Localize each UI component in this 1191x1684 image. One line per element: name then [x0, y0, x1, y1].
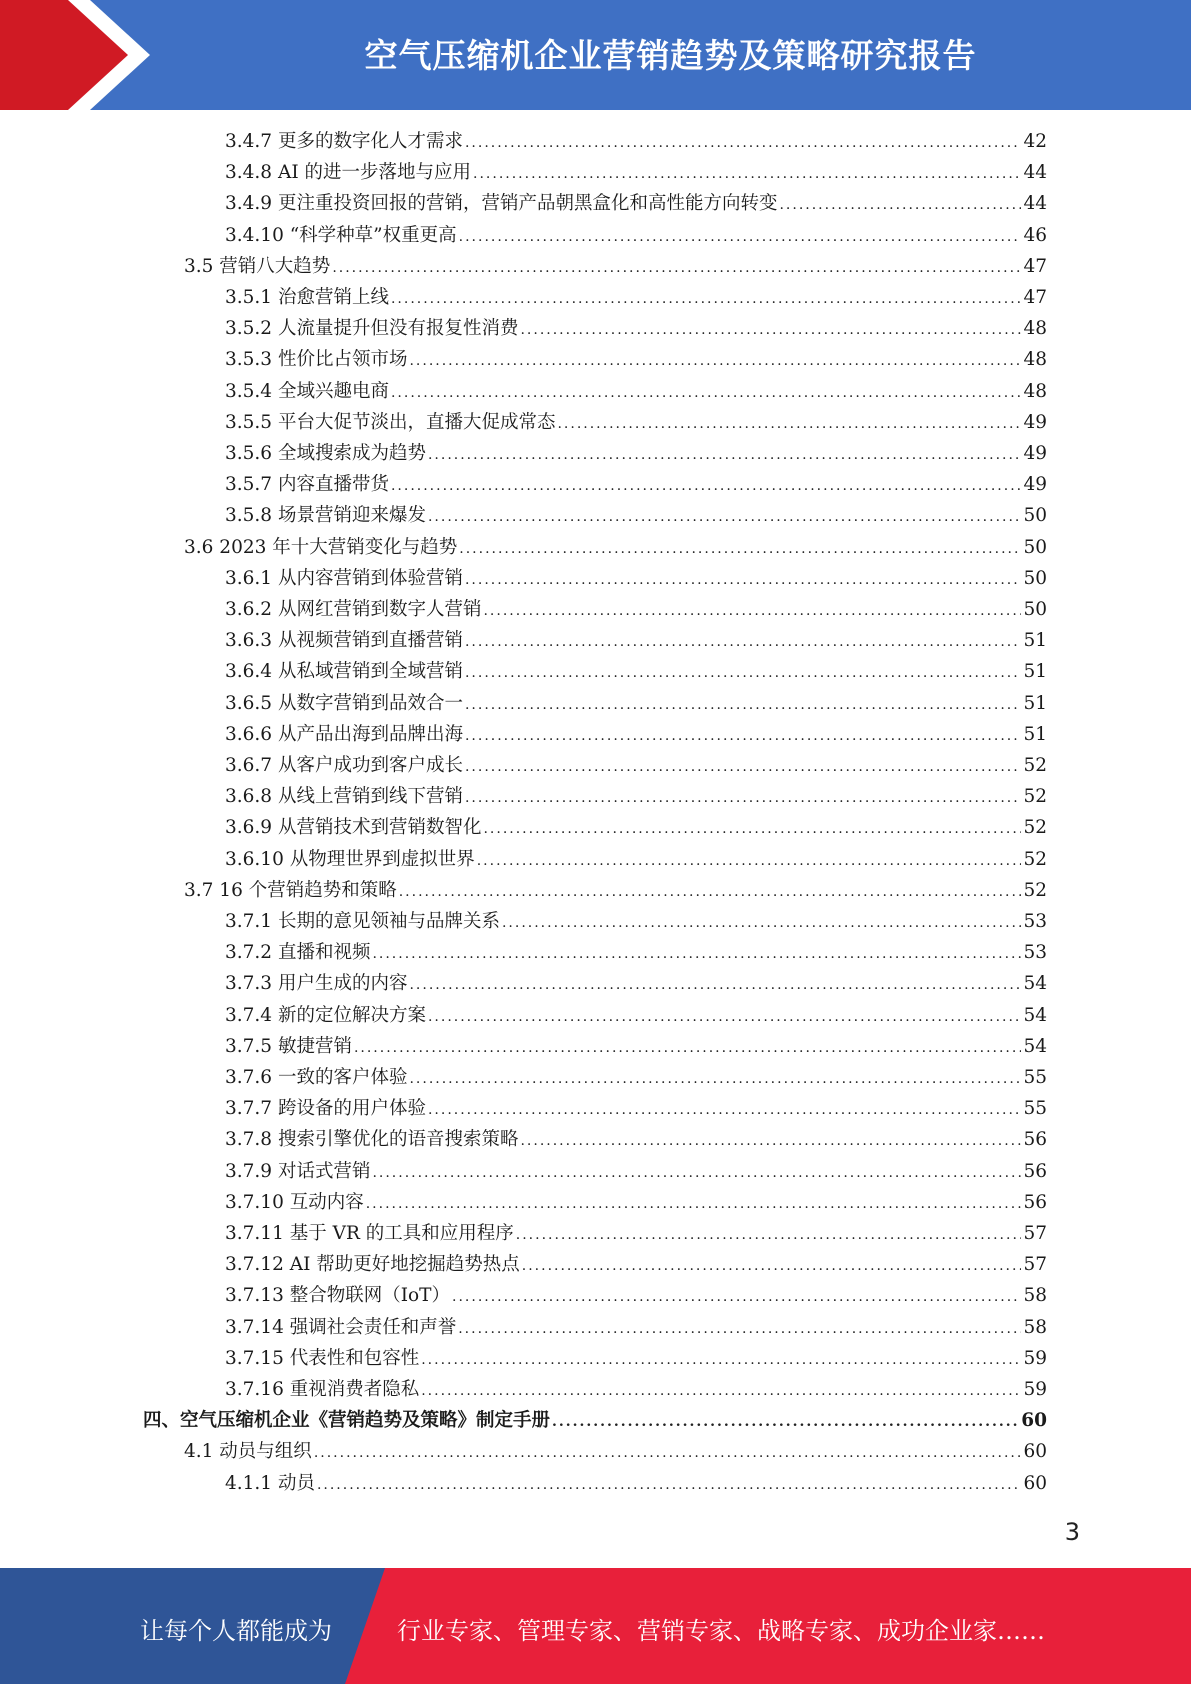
toc-entry[interactable]	[225, 1125, 1047, 1156]
toc-entry[interactable]	[225, 283, 1047, 314]
toc-dot-leader	[421, 1383, 1021, 1399]
toc-entry-page: 50	[1023, 505, 1047, 527]
page-number: 3	[1064, 1518, 1080, 1546]
toc-dot-leader	[409, 353, 1021, 369]
toc-dot-leader	[366, 1196, 1022, 1212]
toc-entry[interactable]	[225, 782, 1047, 813]
toc-entry-label: 3.4.7 更多的数字化人才需求	[225, 131, 463, 152]
toc-dot-leader	[552, 1414, 1019, 1430]
toc-entry-label: 3.7.9 对话式营销	[225, 1160, 371, 1182]
toc-entry-page: 56	[1023, 1129, 1047, 1151]
toc-entry-page: 47	[1023, 255, 1047, 277]
toc-dot-leader	[391, 291, 1021, 307]
toc-entry-page: 53	[1023, 911, 1047, 932]
toc-entry-page: 60	[1023, 1441, 1047, 1463]
toc-entry-label: 3.6.2 从网红营销到数字人营销	[225, 599, 482, 620]
toc-entry-page: 49	[1023, 411, 1047, 433]
toc-entry-label: 3.6.9 从营销技术到营销数智化	[225, 817, 482, 839]
toc-entry[interactable]	[225, 1313, 1047, 1344]
footer-slogan-left: 让每个人都能成为	[140, 1617, 332, 1645]
toc-dot-leader	[465, 634, 1021, 650]
toc-entry-label: 3.7.13 整合物联网（IoT）	[225, 1285, 451, 1307]
toc-entry-label: 3.7 16 个营销趋势和策略	[184, 879, 397, 901]
toc-entry[interactable]	[225, 969, 1047, 1000]
toc-entry-label: 3.5 营销八大趋势	[184, 255, 331, 277]
toc-dot-leader	[516, 1227, 1022, 1243]
toc-dot-leader	[779, 197, 1021, 213]
toc-entry-label: 3.6 2023 年十大营销变化与趋势	[184, 536, 458, 558]
toc-entry[interactable]	[225, 501, 1047, 532]
footer-slogan-right: 行业专家、管理专家、营销专家、战略专家、成功企业家……	[397, 1617, 1045, 1645]
toc-entry[interactable]	[225, 314, 1047, 345]
toc-dot-leader	[409, 1071, 1021, 1087]
toc-entry-page: 52	[1023, 848, 1047, 870]
toc-dot-leader	[399, 884, 1022, 900]
toc-dot-leader	[483, 603, 1021, 619]
toc-dot-leader	[520, 1133, 1021, 1149]
toc-entry-page: 51	[1023, 630, 1047, 652]
toc-entry-label: 3.4.10 “科学种草”权重更高	[225, 224, 457, 246]
toc-dot-leader	[520, 322, 1021, 338]
toc-entry-label: 3.6.8 从线上营销到线下营销	[225, 786, 463, 808]
toc-entry-label: 3.6.6 从产品出海到品牌出海	[225, 723, 463, 745]
toc-entry-page: 59	[1023, 1379, 1047, 1400]
toc-entry-page: 44	[1023, 193, 1047, 215]
toc-entry-page: 50	[1023, 536, 1047, 558]
toc-entry[interactable]	[225, 1219, 1047, 1250]
toc-dot-leader	[502, 915, 1021, 931]
toc-entry-page: 47	[1023, 287, 1047, 308]
toc-entry-page: 50	[1023, 567, 1047, 589]
toc-entry-label: 3.7.15 代表性和包容性	[225, 1347, 420, 1369]
toc-entry[interactable]	[225, 1281, 1047, 1312]
toc-entry[interactable]	[225, 751, 1047, 782]
toc-entry[interactable]	[225, 1188, 1047, 1219]
toc-entry-page: 55	[1023, 1067, 1047, 1088]
toc-entry-label: 3.7.7 跨设备的用户体验	[225, 1098, 426, 1120]
toc-entry-label: 3.4.9 更注重投资回报的营销，营销产品朝黑盒化和高性能方向转变	[225, 193, 778, 215]
toc-dot-leader	[372, 1165, 1021, 1181]
toc-entry-label: 3.7.16 重视消费者隐私	[225, 1379, 420, 1400]
toc-dot-leader	[458, 1321, 1021, 1337]
toc-entry-page: 50	[1023, 599, 1047, 620]
toc-dot-leader	[372, 946, 1021, 962]
toc-entry-label: 3.6.1 从内容营销到体验营销	[225, 567, 463, 589]
toc-dot-leader	[409, 977, 1021, 993]
toc-entry-page: 48	[1023, 349, 1047, 371]
toc-entry[interactable]	[184, 533, 1047, 564]
toc-entry-label: 4.1 动员与组织	[184, 1441, 312, 1463]
toc-dot-leader	[477, 853, 1022, 869]
toc-entry[interactable]	[225, 470, 1047, 501]
toc-dot-leader	[465, 665, 1021, 681]
toc-entry-label: 3.7.14 强调社会责任和声誉	[225, 1316, 457, 1338]
toc-entry[interactable]	[225, 689, 1047, 720]
toc-dot-leader	[465, 135, 1021, 151]
toc-entry[interactable]	[225, 845, 1047, 876]
toc-dot-leader	[459, 229, 1022, 245]
toc-entry-page: 55	[1023, 1098, 1047, 1120]
toc-dot-leader	[522, 1258, 1022, 1274]
toc-entry[interactable]	[225, 127, 1047, 158]
toc-entry-label: 3.6.5 从数字营销到品效合一	[225, 692, 463, 714]
toc-dot-leader	[557, 416, 1021, 432]
toc-entry-label: 3.7.10 互动内容	[225, 1191, 364, 1213]
toc-entry-label: 3.6.7 从客户成功到客户成长	[225, 755, 463, 776]
toc-dot-leader	[391, 385, 1021, 401]
toc-entry[interactable]	[225, 595, 1047, 626]
toc-entry[interactable]	[225, 439, 1047, 470]
header-red-chevron	[0, 0, 128, 110]
toc-entry-label: 3.7.2 直播和视频	[225, 942, 371, 964]
toc-entry-page: 56	[1023, 1191, 1047, 1213]
toc-entry[interactable]	[225, 1157, 1047, 1188]
toc-dot-leader	[473, 166, 1021, 182]
toc-entry-label: 3.7.3 用户生成的内容	[225, 973, 408, 995]
toc-entry-label: 3.5.6 全域搜索成为趋势	[225, 443, 426, 464]
toc-dot-leader	[391, 478, 1021, 494]
header-title: 空气压缩机企业营销趋势及策略研究报告	[364, 36, 977, 75]
toc-entry-page: 60	[1023, 1472, 1047, 1494]
toc-entry-label: 3.5.8 场景营销迎来爆发	[225, 505, 426, 527]
toc-entry-label: 3.5.3 性价比占领市场	[225, 349, 408, 371]
toc-entry[interactable]	[225, 1344, 1047, 1375]
toc-entry-page: 48	[1023, 380, 1047, 402]
toc-entry-page: 54	[1023, 1035, 1047, 1057]
toc-entry-page: 52	[1023, 755, 1047, 776]
toc-entry-page: 52	[1023, 786, 1047, 808]
toc-entry-page: 52	[1023, 879, 1047, 901]
toc-entry[interactable]	[225, 408, 1047, 439]
toc-dot-leader	[465, 697, 1021, 713]
toc-entry[interactable]	[225, 907, 1047, 938]
toc-entry[interactable]	[225, 345, 1047, 376]
toc-dot-leader	[421, 1352, 1021, 1368]
toc-entry[interactable]	[225, 720, 1047, 751]
toc-entry-page: 58	[1023, 1316, 1047, 1338]
toc-entry-label: 3.7.8 搜索引擎优化的语音搜索策略	[225, 1129, 519, 1151]
toc-dot-leader	[317, 1477, 1022, 1493]
toc-dot-leader	[483, 821, 1021, 837]
toc-entry-page: 51	[1023, 661, 1047, 683]
toc-dot-leader	[465, 790, 1021, 806]
toc-dot-leader	[332, 260, 1021, 276]
toc-dot-leader	[459, 541, 1021, 557]
toc-dot-leader	[452, 1289, 1021, 1305]
toc-entry-label: 3.7.5 敏捷营销	[225, 1035, 352, 1057]
toc-entry[interactable]	[225, 1094, 1047, 1125]
toc-entry-page: 44	[1023, 162, 1047, 184]
toc-entry-label: 3.7.4 新的定位解决方案	[225, 1004, 426, 1026]
toc-entry-page: 49	[1023, 474, 1047, 496]
toc-dot-leader	[354, 1040, 1022, 1056]
toc-entry-label: 四、空气压缩机企业《营销趋势及策略》制定手册	[143, 1410, 551, 1432]
toc-entry[interactable]	[225, 1469, 1047, 1500]
toc-dot-leader	[428, 1102, 1021, 1118]
toc-entry-label: 3.7.1 长期的意见领袖与品牌关系	[225, 911, 500, 932]
toc-entry-page: 49	[1023, 443, 1047, 464]
toc-dot-leader	[465, 759, 1021, 775]
toc-entry-page: 51	[1023, 692, 1047, 714]
toc-entry[interactable]	[225, 626, 1047, 657]
toc-entry-label: 3.7.11 基于 VR 的工具和应用程序	[225, 1223, 514, 1244]
toc-entry[interactable]	[225, 377, 1047, 408]
toc-entry[interactable]	[225, 1032, 1047, 1063]
toc-entry-label: 3.6.3 从视频营销到直播营销	[225, 630, 463, 652]
toc-entry-page: 46	[1023, 224, 1047, 246]
toc-entry[interactable]	[225, 1375, 1047, 1406]
toc-dot-leader	[465, 572, 1021, 588]
toc-entry[interactable]	[184, 876, 1047, 907]
toc-entry[interactable]	[225, 221, 1047, 252]
toc-entry-label: 3.5.2 人流量提升但没有报复性消费	[225, 318, 519, 340]
toc-entry[interactable]	[225, 813, 1047, 844]
toc-dot-leader	[428, 509, 1021, 525]
toc-entry[interactable]	[225, 1001, 1047, 1032]
toc-entry[interactable]	[184, 1437, 1047, 1468]
toc-entry-label: 3.7.12 AI 帮助更好地挖掘趋势热点	[225, 1254, 520, 1276]
toc-entry-label: 3.5.5 平台大促节淡出，直播大促成常态	[225, 411, 556, 433]
toc-entry-page: 52	[1023, 817, 1047, 839]
toc-entry-label: 3.5.4 全域兴趣电商	[225, 380, 389, 402]
page-header	[0, 0, 1191, 110]
toc-entry-label: 3.6.10 从物理世界到虚拟世界	[225, 848, 475, 870]
toc-entry[interactable]	[184, 252, 1047, 283]
toc-entry[interactable]	[225, 158, 1047, 189]
toc-entry-page: 56	[1023, 1160, 1047, 1182]
toc-entry-page: 51	[1023, 723, 1047, 745]
toc-entry-page: 53	[1023, 942, 1047, 964]
toc-entry-page: 60	[1021, 1410, 1047, 1432]
toc-entry[interactable]	[225, 189, 1047, 220]
toc-dot-leader	[428, 1009, 1021, 1025]
toc-entry-label: 3.6.4 从私域营销到全域营销	[225, 661, 463, 683]
toc-dot-leader	[465, 728, 1021, 744]
toc-entry-page: 54	[1023, 1004, 1047, 1026]
toc-entry-label: 3.5.7 内容直播带货	[225, 474, 389, 496]
toc-entry-page: 59	[1023, 1347, 1047, 1369]
toc-entry-page: 54	[1023, 973, 1047, 995]
toc-entry-page: 57	[1023, 1254, 1047, 1276]
toc-entry-label: 4.1.1 动员	[225, 1472, 315, 1494]
toc-entry[interactable]	[225, 1063, 1047, 1094]
toc-entry-page: 58	[1023, 1285, 1047, 1307]
toc-entry[interactable]	[225, 657, 1047, 688]
toc-entry[interactable]	[225, 938, 1047, 969]
toc-entry[interactable]	[225, 564, 1047, 595]
toc-dot-leader	[428, 447, 1021, 463]
toc-entry-label: 3.7.6 一致的客户体验	[225, 1067, 408, 1088]
toc-dot-leader	[314, 1445, 1022, 1461]
toc-entry-label: 3.4.8 AI 的进一步落地与应用	[225, 162, 472, 184]
toc-entry[interactable]	[143, 1406, 1047, 1437]
toc-entry-page: 42	[1023, 131, 1047, 152]
page-footer	[0, 1568, 1191, 1684]
toc-entry-label: 3.5.1 治愈营销上线	[225, 287, 389, 308]
toc-entry[interactable]	[225, 1250, 1047, 1281]
toc-entry-page: 48	[1023, 318, 1047, 340]
toc-entry-page: 57	[1023, 1223, 1047, 1244]
